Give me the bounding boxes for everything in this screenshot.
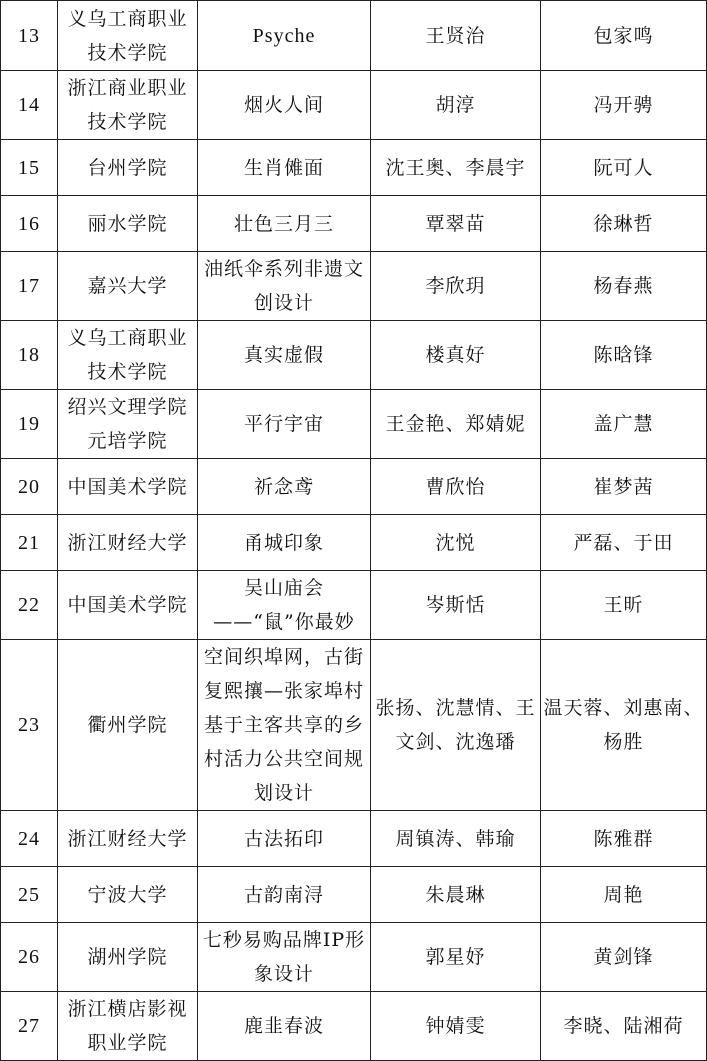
row-number: 25 [1,867,58,923]
table-row [1,811,707,867]
row-number: 18 [1,321,58,390]
row-number: 19 [1,390,58,459]
table-row [1,515,707,571]
table-row [1,571,707,640]
row-number: 20 [1,459,58,515]
work-title-cell: 空间织埠网，古街复熙攘—张家埠村基于主客共享的乡村活力公共空间规划设计 [198,640,371,811]
row-number: 13 [1,1,58,71]
work-title-cell: 古法拓印 [198,811,371,867]
school-cell: 中国美术学院 [58,571,198,640]
row-number: 24 [1,811,58,867]
advisor-cell: 黄剑锋 [541,923,707,992]
author-cell: 朱晨琳 [371,867,541,923]
author-cell: 郭星妤 [371,923,541,992]
school-cell: 浙江横店影视职业学院 [58,992,198,1061]
school-cell: 嘉兴大学 [58,252,198,321]
row-number: 27 [1,992,58,1061]
advisor-cell: 冯开骋 [541,71,707,140]
advisor-cell: 严磊、于田 [541,515,707,571]
row-number: 16 [1,196,58,252]
work-title-cell: 油纸伞系列非遗文创设计 [198,252,371,321]
school-cell: 绍兴文理学院元培学院 [58,390,198,459]
advisor-cell: 崔梦茜 [541,459,707,515]
author-cell: 胡淳 [371,71,541,140]
author-cell: 楼真好 [371,321,541,390]
table-row [1,459,707,515]
table-row [1,1,707,71]
advisor-cell: 阮可人 [541,140,707,196]
row-number: 22 [1,571,58,640]
school-cell: 中国美术学院 [58,459,198,515]
advisor-cell: 杨春燕 [541,252,707,321]
advisor-cell: 温天蓉、刘惠南、杨胜 [541,640,707,811]
author-cell: 张扬、沈慧情、王文剑、沈逸璠 [371,640,541,811]
row-number: 15 [1,140,58,196]
advisor-cell: 陈晗锋 [541,321,707,390]
advisor-cell: 李晓、陆湘荷 [541,992,707,1061]
school-cell: 浙江财经大学 [58,811,198,867]
author-cell: 周镇涛、韩瑜 [371,811,541,867]
work-title-cell: 七秒易购品牌IP形象设计 [198,923,371,992]
advisor-cell: 盖广慧 [541,390,707,459]
table-row [1,71,707,140]
row-number: 21 [1,515,58,571]
row-number: 23 [1,640,58,811]
table-row [1,923,707,992]
author-cell: 岑斯恬 [371,571,541,640]
work-title-cell: 真实虚假 [198,321,371,390]
school-cell: 湖州学院 [58,923,198,992]
school-cell: 丽水学院 [58,196,198,252]
table-row [1,867,707,923]
author-cell: 沈悦 [371,515,541,571]
advisor-cell: 包家鸣 [541,1,707,71]
author-cell: 覃翠苗 [371,196,541,252]
table-row [1,196,707,252]
table-row [1,140,707,196]
advisor-cell: 周艳 [541,867,707,923]
work-title-cell: 生肖傩面 [198,140,371,196]
work-title-cell: 古韵南浔 [198,867,371,923]
table-row [1,390,707,459]
author-cell: 钟婧雯 [371,992,541,1061]
school-cell: 台州学院 [58,140,198,196]
work-title-cell: 鹿韭春波 [198,992,371,1061]
work-title-cell: Psyche [198,1,371,71]
author-cell: 王金艳、郑婧妮 [371,390,541,459]
school-cell: 浙江商业职业技术学院 [58,71,198,140]
table-row [1,640,707,811]
advisor-cell: 王昕 [541,571,707,640]
school-cell: 宁波大学 [58,867,198,923]
work-title-cell: 吴山庙会——“鼠”你最妙 [198,571,371,640]
school-cell: 浙江财经大学 [58,515,198,571]
work-title-cell: 祈念鸢 [198,459,371,515]
row-number: 14 [1,71,58,140]
author-cell: 王贤治 [371,1,541,71]
advisor-cell: 徐琳哲 [541,196,707,252]
row-number: 26 [1,923,58,992]
author-cell: 曹欣怡 [371,459,541,515]
advisor-cell: 陈雅群 [541,811,707,867]
work-title-cell: 平行宇宙 [198,390,371,459]
table-row [1,321,707,390]
table-row [1,252,707,321]
row-number: 17 [1,252,58,321]
work-title-cell: 烟火人间 [198,71,371,140]
work-title-cell: 壮色三月三 [198,196,371,252]
school-cell: 义乌工商职业技术学院 [58,321,198,390]
table-row [1,992,707,1061]
author-cell: 李欣玥 [371,252,541,321]
school-cell: 衢州学院 [58,640,198,811]
school-cell: 义乌工商职业技术学院 [58,1,198,71]
author-cell: 沈王奥、李晨宇 [371,140,541,196]
work-title-cell: 甬城印象 [198,515,371,571]
